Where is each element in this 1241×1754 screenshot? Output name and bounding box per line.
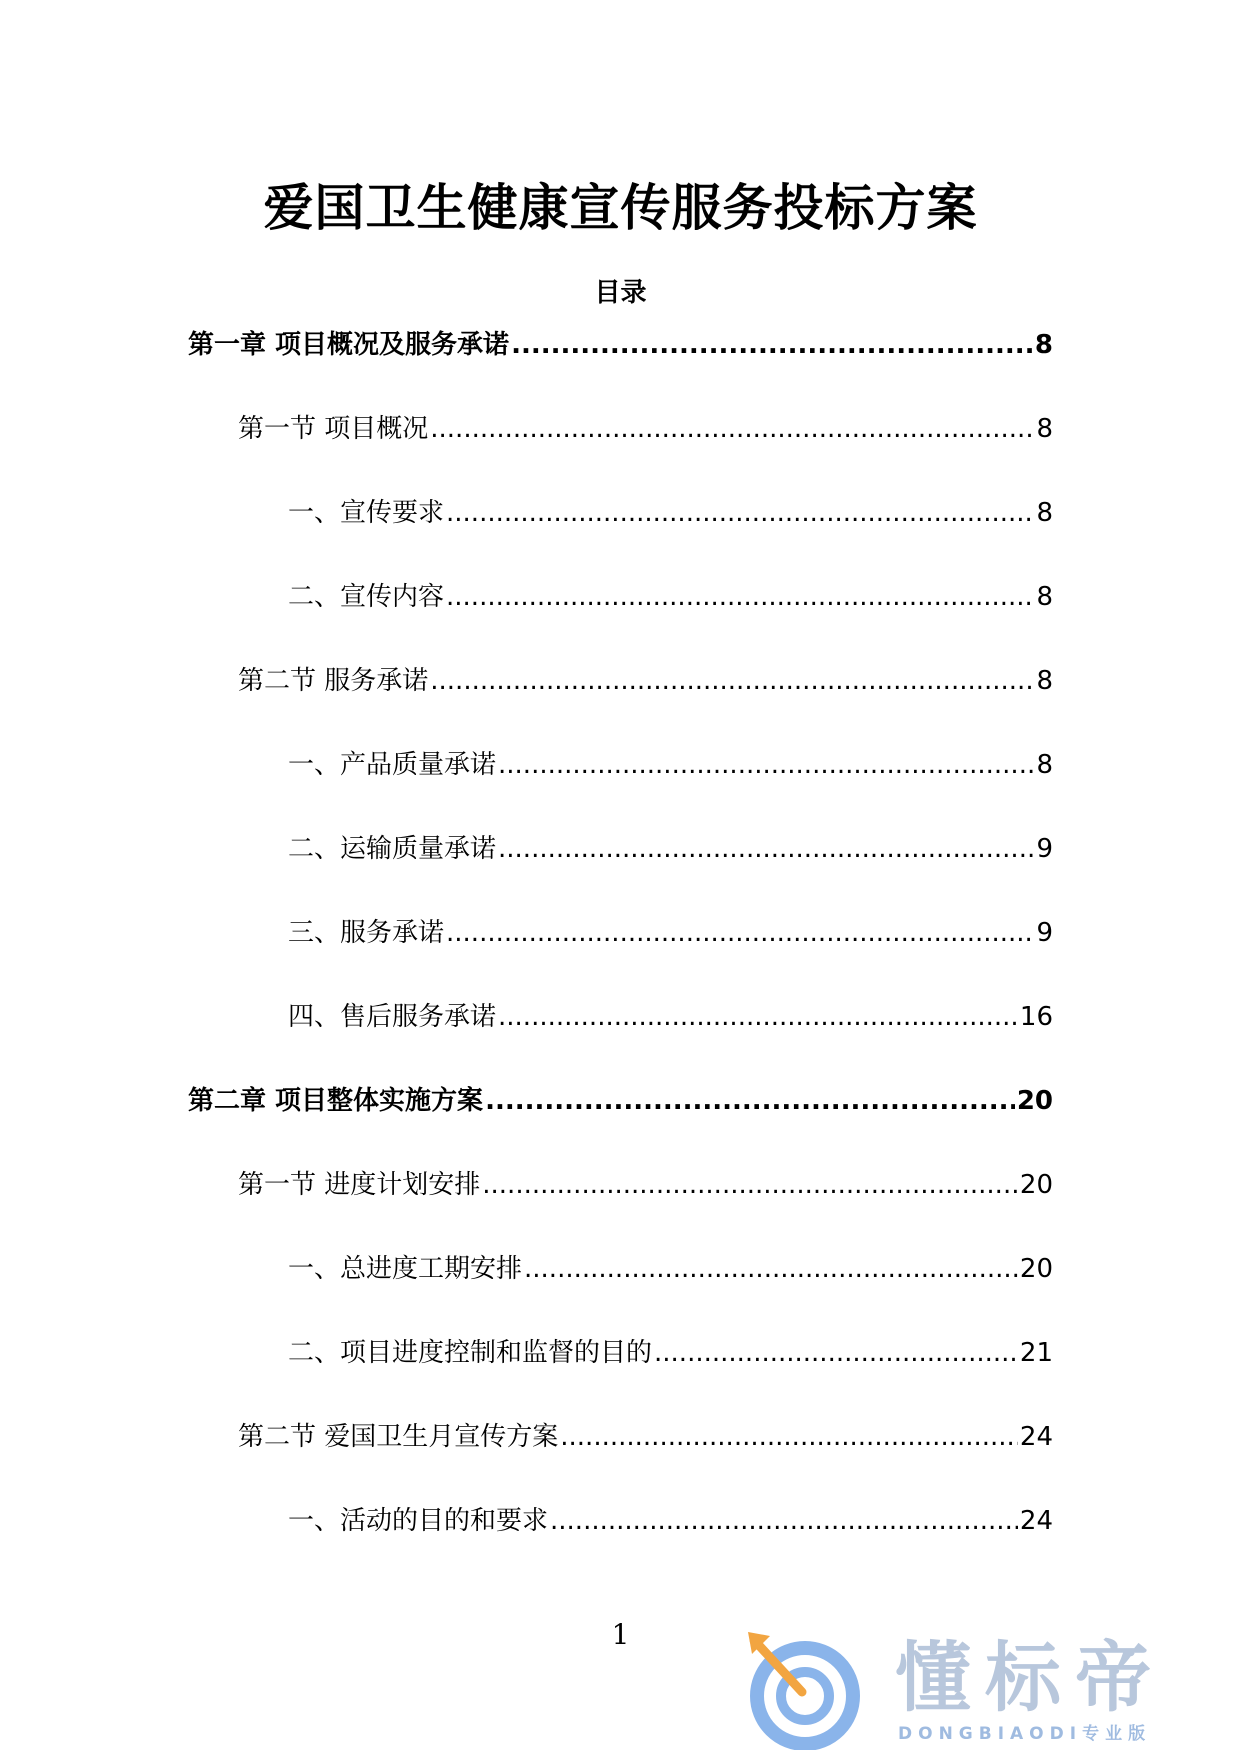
toc-entry[interactable] [288,1246,1053,1286]
toc-leader [446,496,1034,530]
toc-entry[interactable] [238,1162,1053,1202]
watermark [740,1630,1210,1750]
toc-entry-page: 8 [1036,582,1053,612]
toc-leader [498,1000,1018,1034]
toc-leader [446,580,1034,614]
toc-entry[interactable] [288,1498,1053,1538]
toc-entry-page: 21 [1019,1338,1053,1368]
toc-entry[interactable] [188,1078,1053,1118]
target-logo-icon [740,1630,870,1750]
toc-entry-text: 第一节 进度计划安排 [238,1170,481,1200]
toc-entry-page: 20 [1019,1254,1053,1284]
toc-entry-text: 一、宣传要求 [288,498,445,528]
toc-entry-page: 9 [1036,834,1053,864]
toc-leader [560,1420,1018,1454]
toc-entry-text: 四、售后服务承诺 [288,1002,497,1032]
page-number: 1 [611,1618,630,1651]
toc-entry[interactable] [288,910,1053,950]
toc-entry-text: 第一节 项目概况 [238,414,429,444]
toc-leader [485,1084,1015,1118]
toc-entry-page: 16 [1019,1002,1053,1032]
watermark-subtitle: DONGBIAODI专业版 [898,1724,1152,1744]
toc-leader [430,412,1034,446]
toc-leader [430,664,1034,698]
toc-entry-page: 24 [1019,1422,1053,1452]
toc-entry[interactable] [188,322,1053,362]
toc-entry-page: 20 [1016,1086,1053,1116]
toc-leader [524,1252,1018,1286]
toc-leader [550,1504,1018,1538]
toc-leader [498,832,1034,866]
toc-entry-text: 一、总进度工期安排 [288,1254,523,1284]
toc-entry-text: 二、运输质量承诺 [288,834,497,864]
watermark-brand: 懂标帝 [895,1633,1165,1722]
toc-entry-text: 一、活动的目的和要求 [288,1506,549,1536]
toc-entry-text: 第一章 项目概况及服务承诺 [188,330,510,360]
toc-entry-text: 第二节 爱国卫生月宣传方案 [238,1422,559,1452]
toc-entry[interactable] [288,490,1053,530]
toc-entry[interactable] [288,826,1053,866]
toc-leader [482,1168,1018,1202]
toc-entry-page: 20 [1019,1170,1053,1200]
toc-leader [446,916,1034,950]
toc-entry[interactable] [288,742,1053,782]
toc-leader [498,748,1034,782]
toc-entry-text: 一、产品质量承诺 [288,750,497,780]
toc-entry-page: 8 [1034,330,1053,360]
toc-entry-text: 二、项目进度控制和监督的目的 [288,1338,653,1368]
toc-entry-page: 24 [1019,1506,1053,1536]
toc-leader [654,1336,1018,1370]
toc-entry-text: 第二节 服务承诺 [238,666,429,696]
toc-entry[interactable] [288,1330,1053,1370]
toc-entry[interactable] [238,406,1053,446]
toc-entry[interactable] [238,658,1053,698]
toc-entry[interactable] [238,1414,1053,1454]
toc-entry[interactable] [288,574,1053,614]
toc-entry-page: 8 [1036,666,1053,696]
toc-entry-text: 第二章 项目整体实施方案 [188,1086,484,1116]
toc-entry[interactable] [288,994,1053,1034]
toc-entry-page: 8 [1036,498,1053,528]
toc-heading: 目录 [594,278,647,308]
toc-entry-page: 9 [1036,918,1053,948]
toc-entry-page: 8 [1036,414,1053,444]
document-title: 爱国卫生健康宣传服务投标方案 [263,179,978,237]
toc-entry-text: 三、服务承诺 [288,918,445,948]
toc-leader [511,328,1033,362]
toc-entry-page: 8 [1036,750,1053,780]
toc-entry-text: 二、宣传内容 [288,582,445,612]
